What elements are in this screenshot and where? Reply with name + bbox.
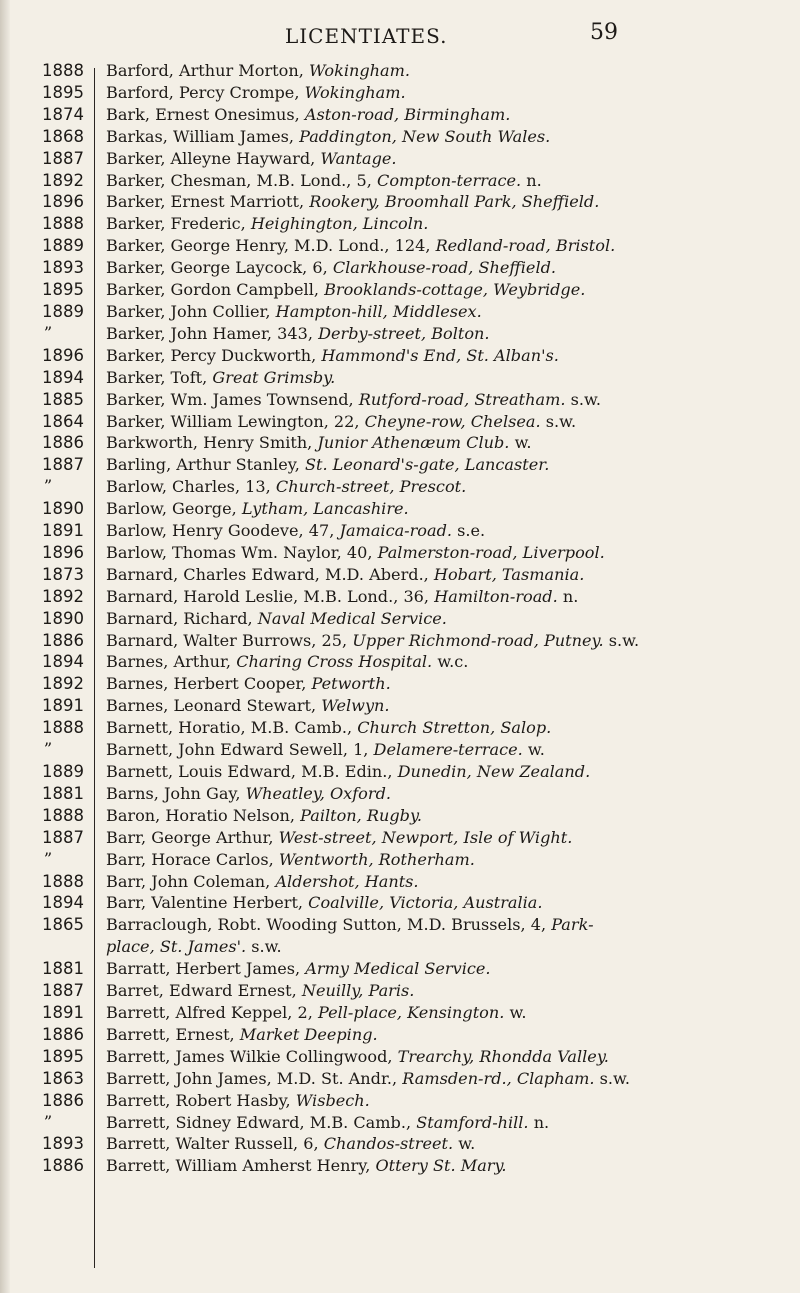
entry-name: Barker, Ernest Marriott, — [106, 192, 305, 212]
entry-year: 1890 — [42, 499, 84, 519]
entry-name: Barker, Toft, — [106, 367, 208, 387]
entry-text — [84, 1090, 786, 1112]
entry-year: 1886 — [42, 433, 84, 453]
entry-text — [84, 389, 786, 411]
entry-year: 1893 — [42, 1134, 84, 1154]
list-item — [0, 191, 800, 213]
entry-name: Barker, Gordon Campbell, — [106, 280, 319, 300]
entry-place: West-street, Newport, Isle of Wight. — [278, 827, 573, 847]
entry-name: Barnes, Arthur, — [106, 652, 232, 672]
entry-name: Barrett, Walter Russell, 6, — [106, 1134, 319, 1154]
list-item — [0, 586, 800, 608]
entry-year: 1865 — [42, 915, 84, 935]
list-item — [0, 498, 800, 520]
entry-place: Wisbech. — [295, 1090, 370, 1110]
list-item — [0, 1024, 800, 1046]
entry-text — [84, 871, 786, 893]
entry-place: Pell-place, Kensington. — [317, 1002, 505, 1022]
entry-text — [84, 345, 786, 367]
list-item — [0, 126, 800, 148]
entry-name: Barkas, William James, — [106, 126, 294, 146]
entry-year: 1886 — [42, 1024, 84, 1044]
entry-place: Wokingham. — [304, 82, 406, 102]
entry-year: 1864 — [42, 411, 84, 431]
entry-year: 1887 — [42, 827, 84, 847]
list-item — [0, 148, 800, 170]
entry-text — [84, 235, 786, 257]
list-item — [0, 783, 800, 805]
entry-text — [84, 805, 786, 827]
entry-name: Barret, Edward Ernest, — [106, 981, 297, 1001]
entry-place: Junior Athenæum Club. — [317, 433, 510, 453]
entry-name: Barr, George Arthur, — [106, 827, 274, 847]
entry-year: ” — [43, 1112, 53, 1132]
entry-year: 1891 — [42, 521, 84, 541]
entry-place: Palmerston-road, Liverpool. — [377, 542, 605, 562]
entry-year: 1888 — [42, 718, 84, 738]
entry-text — [84, 1133, 786, 1155]
list-item — [0, 454, 800, 476]
entry-district: n. — [562, 586, 579, 606]
entry-text — [84, 695, 786, 717]
entry-year: 1881 — [42, 959, 84, 979]
entry-place: Naval Medical Service. — [257, 608, 447, 628]
entry-year: 1894 — [42, 367, 84, 387]
entry-place: Upper Richmond-road, Putney. — [352, 630, 604, 650]
entry-name: Barker, Alleyne Hayward, — [106, 148, 316, 168]
entry-text — [84, 673, 786, 695]
entry-name: Barlow, Thomas Wm. Naylor, 40, — [106, 542, 373, 562]
entry-text — [84, 1002, 786, 1024]
entry-name: Barford, Arthur Morton, — [106, 61, 304, 80]
entry-name: Barker, Chesman, M.B. Lond., 5, — [106, 170, 372, 190]
entry-year: 1868 — [42, 126, 84, 146]
entry-name: Barnett, Louis Edward, M.B. Edin., — [106, 762, 393, 781]
entry-name: Barraclough, Robt. Wooding Sutton, M.D. Brussels, 4, — [106, 915, 547, 935]
entry-place: Wokingham. — [308, 61, 410, 80]
entry-text — [84, 191, 786, 213]
entry-year: 1863 — [42, 1068, 84, 1088]
entry-place: Great Grimsby. — [212, 367, 336, 387]
entry-year: 1894 — [42, 893, 84, 913]
entry-text — [84, 301, 786, 323]
entry-year: 1874 — [42, 104, 84, 124]
list-item — [0, 367, 800, 389]
entry-text — [84, 432, 786, 454]
entry-name: Barrett, John James, M.D. St. Andr., — [106, 1068, 398, 1088]
entry-place: Rutford-road, Streatham. — [358, 389, 566, 409]
entry-text — [84, 1112, 786, 1134]
entry-name: Barker, Percy Duckworth, — [106, 345, 317, 365]
entry-name: Barrett, Sidney Edward, M.B. Camb., — [106, 1112, 412, 1132]
list-item — [0, 805, 800, 827]
entry-year: 1888 — [42, 61, 84, 80]
list-item — [0, 630, 800, 652]
entry-year: 1895 — [42, 280, 84, 300]
list-item — [0, 345, 800, 367]
entry-year: ” — [43, 849, 53, 869]
entry-year: 1888 — [42, 214, 84, 234]
entry-name: Barnes, Leonard Stewart, — [106, 696, 317, 716]
entry-text — [84, 104, 786, 126]
entry-year: 1890 — [42, 608, 84, 628]
entry-place: Park- — [551, 915, 594, 935]
entry-name: Bark, Ernest Onesimus, — [106, 104, 300, 124]
entry-place: Brooklands-cottage, Weybridge. — [324, 280, 586, 300]
entry-place: Chandos-street. — [323, 1134, 454, 1154]
entry-year: 1895 — [42, 1046, 84, 1066]
list-item — [0, 1046, 800, 1068]
entry-year: 1891 — [42, 1002, 84, 1022]
entry-name: Barlow, Charles, 13, — [106, 477, 271, 497]
entry-place: Stamford-hill. — [416, 1112, 529, 1132]
entry-district: s.w. — [251, 937, 282, 957]
entry-place: Neuilly, Paris. — [301, 981, 415, 1001]
entry-district: s.w. — [599, 1068, 631, 1088]
list-item — [0, 476, 800, 498]
entry-year: 1886 — [42, 1090, 84, 1110]
entry-name: Barr, Valentine Herbert, — [106, 893, 304, 913]
list-item — [0, 542, 800, 564]
entry-text — [84, 739, 786, 761]
entry-year: ” — [43, 740, 53, 760]
page-header — [0, 20, 800, 60]
entry-place: Petworth. — [311, 674, 391, 694]
list-item — [0, 82, 800, 104]
entry-text — [84, 980, 786, 1002]
entry-name: Barnard, Charles Edward, M.D. Aberd., — [106, 564, 429, 584]
entry-text — [84, 958, 786, 980]
entry-text — [84, 892, 786, 914]
entry-place: Church-street, Prescot. — [275, 477, 467, 497]
entry-text — [84, 520, 786, 542]
entry-year: 1894 — [42, 652, 84, 672]
list-item — [0, 1002, 800, 1024]
entry-year: ” — [43, 323, 53, 343]
entry-text — [84, 148, 786, 170]
list-item — [0, 914, 800, 958]
entry-text — [84, 82, 786, 104]
list-item — [0, 170, 800, 192]
entry-name: Barrett, Alfred Keppel, 2, — [106, 1002, 313, 1022]
entry-place: Army Medical Service. — [305, 959, 491, 979]
entry-year: 1895 — [42, 82, 84, 102]
entry-name: Barnett, Horatio, M.B. Camb., — [106, 718, 353, 738]
entry-name: Barnett, John Edward Sewell, 1, — [106, 740, 369, 760]
entry-year: 1891 — [42, 696, 84, 716]
entry-place: Hamilton-road. — [434, 586, 558, 606]
entry-name: Barker, Frederic, — [106, 214, 246, 234]
entry-text — [84, 717, 786, 739]
entry-year: 1881 — [42, 783, 84, 803]
entry-district: s.w. — [545, 411, 577, 431]
page-number: 59 — [590, 20, 618, 45]
entry-year: 1886 — [42, 1156, 84, 1176]
entry-name: Barnes, Herbert Cooper, — [106, 674, 307, 694]
entry-name: Barnard, Harold Leslie, M.B. Lond., 36, — [106, 586, 430, 606]
running-head: LICENTIATES. — [285, 24, 448, 48]
entry-text — [84, 542, 786, 564]
entry-text — [84, 761, 786, 783]
entry-year: 1896 — [42, 345, 84, 365]
entry-text — [84, 170, 786, 192]
entry-place-continued: place, St. James'. — [106, 937, 247, 957]
list-item — [0, 432, 800, 454]
entry-name: Barkworth, Henry Smith, — [106, 433, 313, 453]
list-item — [0, 411, 800, 433]
list-item — [0, 1090, 800, 1112]
list-item — [0, 1068, 800, 1090]
entry-place: Wentworth, Rotherham. — [278, 849, 475, 869]
list-item — [0, 980, 800, 1002]
list-item — [0, 717, 800, 739]
entry-place: Paddington, New South Wales. — [299, 126, 551, 146]
entry-place: Charing Cross Hospital. — [236, 652, 433, 672]
entry-district: w. — [514, 433, 532, 453]
entry-name: Barker, John Hamer, 343, — [106, 323, 313, 343]
entry-place: Coalville, Victoria, Australia. — [308, 893, 543, 913]
entry-name: Barrett, William Amherst Henry, — [106, 1156, 371, 1176]
list-item — [0, 958, 800, 980]
entry-text — [84, 608, 786, 630]
list-item — [0, 651, 800, 673]
list-item — [0, 673, 800, 695]
entry-place: Hampton-hill, Middlesex. — [275, 301, 482, 321]
entry-text — [84, 564, 786, 586]
entry-text — [84, 1068, 786, 1090]
entry-place: Aston-road, Birmingham. — [304, 104, 511, 124]
entry-place: Church Stretton, Salop. — [357, 718, 552, 738]
entry-year: 1889 — [42, 762, 84, 781]
entry-name: Barns, John Gay, — [106, 783, 241, 803]
entry-place: Rookery, Broomhall Park, Sheffield. — [309, 192, 600, 212]
entry-text — [84, 630, 786, 652]
entry-year: 1887 — [42, 455, 84, 475]
entry-name: Barlow, George, — [106, 499, 237, 519]
entry-name: Barnard, Richard, — [106, 608, 253, 628]
list-item — [0, 849, 800, 871]
list-item — [0, 564, 800, 586]
list-item — [0, 104, 800, 126]
list-item — [0, 761, 800, 783]
entry-year: 1893 — [42, 258, 84, 278]
entry-place: St. Leonard's-gate, Lancaster. — [304, 455, 550, 475]
entry-place: Dunedin, New Zealand. — [397, 762, 591, 781]
entry-name: Barnard, Walter Burrows, 25, — [106, 630, 348, 650]
entry-place: Jamaica-road. — [339, 521, 453, 541]
entry-name: Barr, John Coleman, — [106, 871, 271, 891]
entry-text — [84, 257, 786, 279]
entry-name: Barker, William Lewington, 22, — [106, 411, 360, 431]
entry-place: Redland-road, Bristol. — [435, 236, 616, 256]
entry-text — [84, 454, 786, 476]
entry-text — [84, 651, 786, 673]
entry-year: 1892 — [42, 586, 84, 606]
entry-year: 1887 — [42, 981, 84, 1001]
entry-place: Cheyne-row, Chelsea. — [364, 411, 541, 431]
list-item — [0, 389, 800, 411]
entry-text — [84, 411, 786, 433]
entry-place: Derby-street, Bolton. — [318, 323, 490, 343]
entry-name: Barker, George Henry, M.D. Lond., 124, — [106, 236, 431, 256]
entry-name: Barrett, Ernest, — [106, 1024, 235, 1044]
entry-place: Hammond's End, St. Alban's. — [321, 345, 559, 365]
entry-name: Baron, Horatio Nelson, — [106, 805, 296, 825]
list-item — [0, 1133, 800, 1155]
entry-district: w. — [509, 1002, 527, 1022]
entry-text — [84, 1024, 786, 1046]
entry-name: Barling, Arthur Stanley, — [106, 455, 300, 475]
entry-name: Barrett, James Wilkie Collingwood, — [106, 1046, 393, 1066]
entry-place: Trearchy, Rhondda Valley. — [397, 1046, 609, 1066]
licentiate-list — [0, 60, 800, 1177]
entry-year: 1889 — [42, 301, 84, 321]
entry-place: Market Deeping. — [239, 1024, 378, 1044]
list-item — [0, 695, 800, 717]
entry-district: n. — [533, 1112, 550, 1132]
list-item — [0, 235, 800, 257]
entry-place: Hobart, Tasmania. — [433, 564, 585, 584]
entry-text — [84, 476, 786, 498]
entry-text — [84, 367, 786, 389]
entry-place: Pailton, Rugby. — [300, 805, 423, 825]
entry-year: 1887 — [42, 148, 84, 168]
list-item — [0, 892, 800, 914]
list-item — [0, 213, 800, 235]
entry-text — [84, 279, 786, 301]
entry-district: w. — [527, 740, 545, 760]
entry-name: Barlow, Henry Goodeve, 47, — [106, 521, 335, 541]
entry-place: Wheatley, Oxford. — [245, 783, 391, 803]
entry-text — [84, 827, 786, 849]
entry-text — [84, 586, 786, 608]
list-item — [0, 60, 800, 82]
entry-place: Aldershot, Hants. — [275, 871, 419, 891]
list-item — [0, 301, 800, 323]
entry-district: s.w. — [570, 389, 601, 409]
entry-district: w.c. — [437, 652, 469, 672]
list-item — [0, 323, 800, 345]
list-item — [0, 739, 800, 761]
entry-year: 1896 — [42, 192, 84, 212]
entry-district: s.w. — [608, 630, 640, 650]
entry-text — [84, 60, 786, 82]
entry-text — [84, 1155, 786, 1177]
entry-place: Wantage. — [320, 148, 397, 168]
list-item — [0, 1112, 800, 1134]
list-item — [0, 1155, 800, 1177]
list-item — [0, 520, 800, 542]
entry-text — [84, 783, 786, 805]
entry-place: Welwyn. — [321, 696, 390, 716]
entry-text — [84, 213, 786, 235]
entry-text — [84, 498, 786, 520]
entry-place: Lytham, Lancashire. — [241, 499, 409, 519]
entry-year: 1885 — [42, 389, 84, 409]
entry-text — [84, 323, 786, 345]
list-item — [0, 827, 800, 849]
entry-year: ” — [43, 477, 53, 497]
entry-place: Ottery St. Mary. — [375, 1156, 507, 1176]
entry-year: 1888 — [42, 871, 84, 891]
entry-continuation — [106, 936, 786, 958]
entry-name: Barratt, Herbert James, — [106, 959, 301, 979]
entry-district: n. — [526, 170, 542, 190]
entry-year: 1892 — [42, 674, 84, 694]
entry-name: Barr, Horace Carlos, — [106, 849, 274, 869]
entry-year: 1886 — [42, 630, 84, 650]
entry-text — [84, 1046, 786, 1068]
entry-district: s.e. — [457, 521, 486, 541]
entry-name: Barker, John Collier, — [106, 301, 271, 321]
entry-year: 1892 — [42, 170, 84, 190]
list-item — [0, 608, 800, 630]
entry-name: Barker, George Laycock, 6, — [106, 258, 328, 278]
list-item — [0, 279, 800, 301]
entry-place: Ramsden-rd., Clapham. — [402, 1068, 595, 1088]
entry-year: 1896 — [42, 542, 84, 562]
list-item — [0, 871, 800, 893]
entry-text — [84, 849, 786, 871]
entry-place: Heighington, Lincoln. — [250, 214, 429, 234]
entry-year: 1889 — [42, 236, 84, 256]
entry-year: 1873 — [42, 564, 84, 584]
entry-text — [84, 914, 786, 958]
entry-name: Barford, Percy Crompe, — [106, 82, 300, 102]
entry-text — [84, 126, 786, 148]
entry-year: 1888 — [42, 805, 84, 825]
entry-place: Delamere-terrace. — [373, 740, 523, 760]
entry-place: Compton-terrace. — [377, 170, 522, 190]
entry-name: Barrett, Robert Hasby, — [106, 1090, 291, 1110]
entry-district: w. — [458, 1134, 476, 1154]
list-item — [0, 257, 800, 279]
entry-name: Barker, Wm. James Townsend, — [106, 389, 354, 409]
entry-place: Clarkhouse-road, Sheffield. — [332, 258, 557, 278]
